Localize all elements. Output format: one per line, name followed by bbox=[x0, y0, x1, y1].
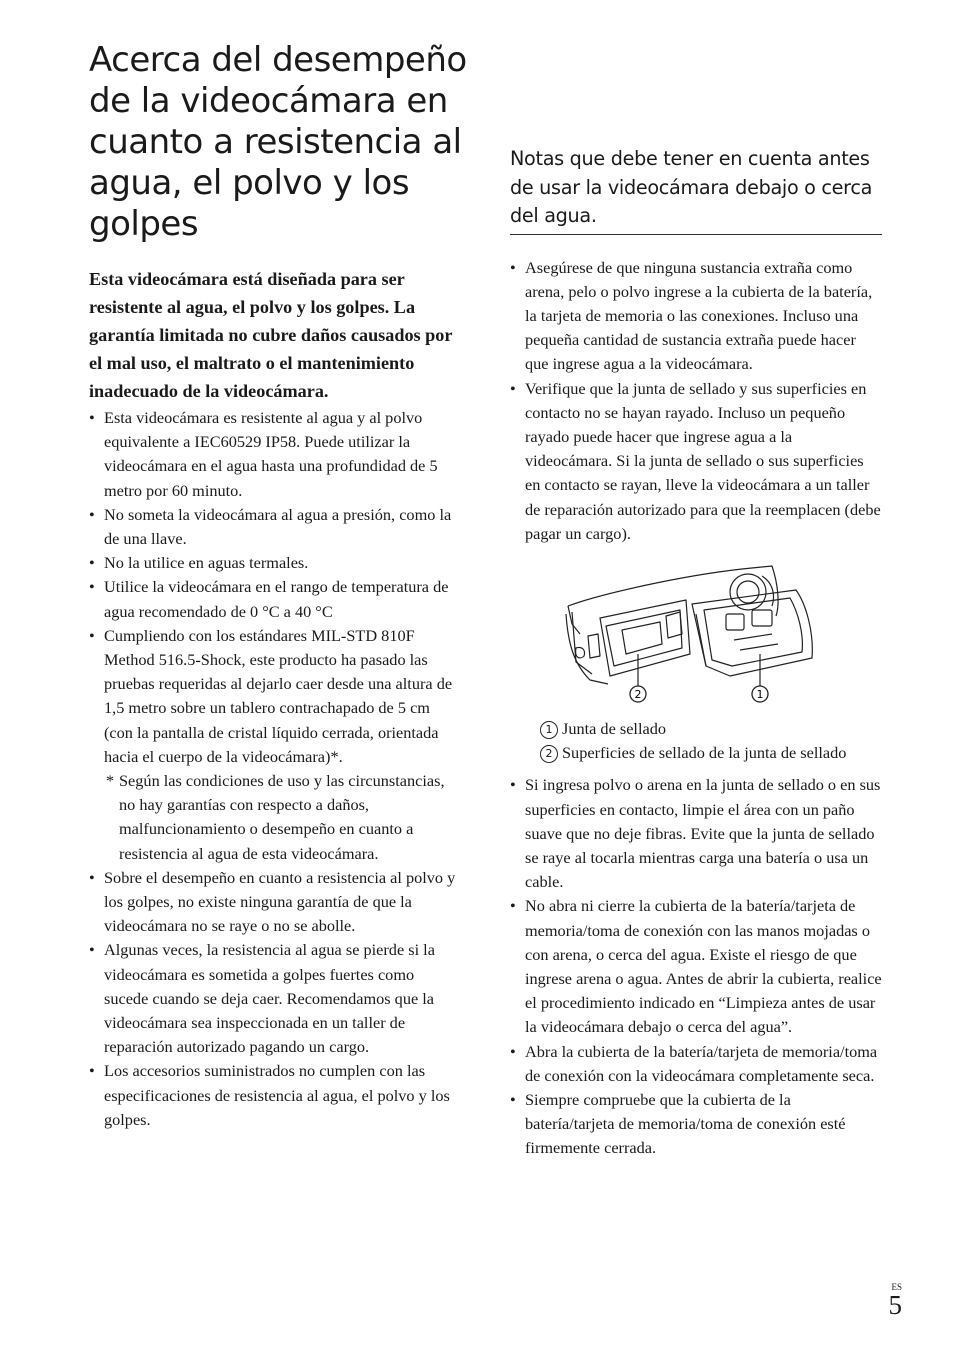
caption-number: 2 bbox=[540, 745, 558, 763]
list-item: • Sobre el desempeño en cuanto a resistencia al polvo y los golpes, no existe ninguna garantía de que la videocámara no se raye o no se abolle. bbox=[89, 866, 461, 939]
list-item: • Los accesorios suministrados no cumplen con las especificaciones de resistencia al agua, el polvo y los golpes. bbox=[89, 1059, 461, 1132]
callout-2 bbox=[630, 686, 646, 702]
page-title: Acerca del desempeño de la videocámara en cuanto a resistencia al agua, el polvo y los golpes bbox=[89, 40, 467, 244]
camera-seal-illustration bbox=[510, 554, 882, 714]
language-code: ES bbox=[891, 1282, 902, 1292]
footnote bbox=[104, 769, 461, 866]
list-item: • No abra ni cierre la cubierta de la batería/tarjeta de memoria/toma de conexión con las manos mojadas o con arena, o cerca del agua. Existe el riesgo de que ingrese arena o agua. Antes de abrir la cubierta, realice el procedimiento indicado en “Limpieza antes de usar la videocámara debajo o cerca del agua”. bbox=[510, 894, 882, 1039]
list-item: • No someta la videocámara al agua a presión, como la de una llave. bbox=[89, 503, 461, 551]
list-item: • Si ingresa polvo o arena en la junta de sellado o en sus superficies en contacto, limpie el área con un paño suave que no deje fibras. Evite que la junta de sellado se raye al tocarla mientras carga una batería o usa un cable. bbox=[510, 773, 882, 894]
list-item: • Verifique que la junta de sellado y sus superficies en contacto no se hayan rayado. Incluso un pequeño rayado puede hacer que ingrese agua a la videocámara. Si la junta de sellado o sus superficies en contacto se rayan, lleve la videocámara a un taller de reparación autorizado para que la reemplacen (debe pagar un cargo). bbox=[510, 377, 882, 546]
caption-text: Superficies de sellado de la junta de sellado bbox=[562, 743, 847, 763]
right-bullet-list-1 bbox=[510, 256, 882, 546]
right-column bbox=[510, 145, 882, 1161]
list-item: • Esta videocámara es resistente al agua y al polvo equivalente a IEC60529 IP58. Puede utilizar la videocámara en el agua hasta una profundidad de 5 metro por 60 minuto. bbox=[89, 406, 461, 503]
list-item: • Algunas veces, la resistencia al agua se pierde si la videocámara es sometida a golpes fuertes como sucede cuando se deja caer. Recomendamos que la videocámara sea inspeccionada en un taller de reparación autorizado pagando un cargo. bbox=[89, 938, 461, 1059]
caption-item bbox=[510, 717, 882, 741]
left-column bbox=[89, 265, 461, 1132]
footnote-wrapper bbox=[89, 769, 461, 866]
callout-2-label: 2 bbox=[634, 687, 642, 701]
list-item: • Asegúrese de que ninguna sustancia extraña como arena, pelo o polvo ingrese a la cubierta de la batería, la tarjeta de memoria o las conexiones. Incluso una pequeña cantidad de sustancia extraña puede hacer que ingrese agua a la videocámara. bbox=[510, 256, 882, 377]
list-item: • Cumpliendo con los estándares MIL-STD 810F Method 516.5-Shock, este producto ha pasado las pruebas requeridas al dejarlo caer desde una altura de 1,5 metro sobre un tablero contrachapado de 5 cm (con la pantalla de cristal líquido cerrada, orientada hacia el cuerpo de la videocámara)*. bbox=[89, 624, 461, 769]
intro-warning: Esta videocámara está diseñada para ser resistente al agua, el polvo y los golpes. La garantía limitada no cubre daños causados por el mal uso, el maltrato o el mantenimiento inadecuado de la videocámara. bbox=[89, 269, 453, 401]
right-bullet-list-2 bbox=[510, 773, 882, 1160]
page-number-value: 5 bbox=[888, 1290, 902, 1320]
caption-text: Junta de sellado bbox=[562, 718, 666, 738]
camera-illustration-svg bbox=[510, 554, 882, 714]
list-item: • Siempre compruebe que la cubierta de la batería/tarjeta de memoria/toma de conexión esté firmemente cerrada. bbox=[510, 1088, 882, 1161]
list-item: • No la utilice en aguas termales. bbox=[89, 551, 461, 575]
page-number bbox=[872, 1282, 902, 1319]
section-heading: Notas que debe tener en cuenta antes de usar la videocámara debajo o cerca del agua. bbox=[510, 145, 882, 235]
left-bullet-list-2 bbox=[89, 866, 461, 1132]
list-item: • Abra la cubierta de la batería/tarjeta de memoria/toma de conexión con la videocámara completamente seca. bbox=[510, 1040, 882, 1088]
caption-item bbox=[510, 741, 882, 765]
footnote-mark: * bbox=[106, 771, 115, 791]
callout-1-label: 1 bbox=[756, 687, 764, 701]
callout-1 bbox=[752, 686, 768, 702]
footnote-text: Según las condiciones de uso y las circunstancias, no hay garantías con respecto a daños, malfuncionamiento o desempeño en cuanto a resistencia al agua de esta videocámara. bbox=[119, 771, 445, 863]
caption-number: 1 bbox=[540, 721, 558, 739]
left-bullet-list-1 bbox=[89, 406, 461, 769]
list-item: • Utilice la videocámara en el rango de temperatura de agua recomendado de 0 °C a 40 °C bbox=[89, 575, 461, 623]
